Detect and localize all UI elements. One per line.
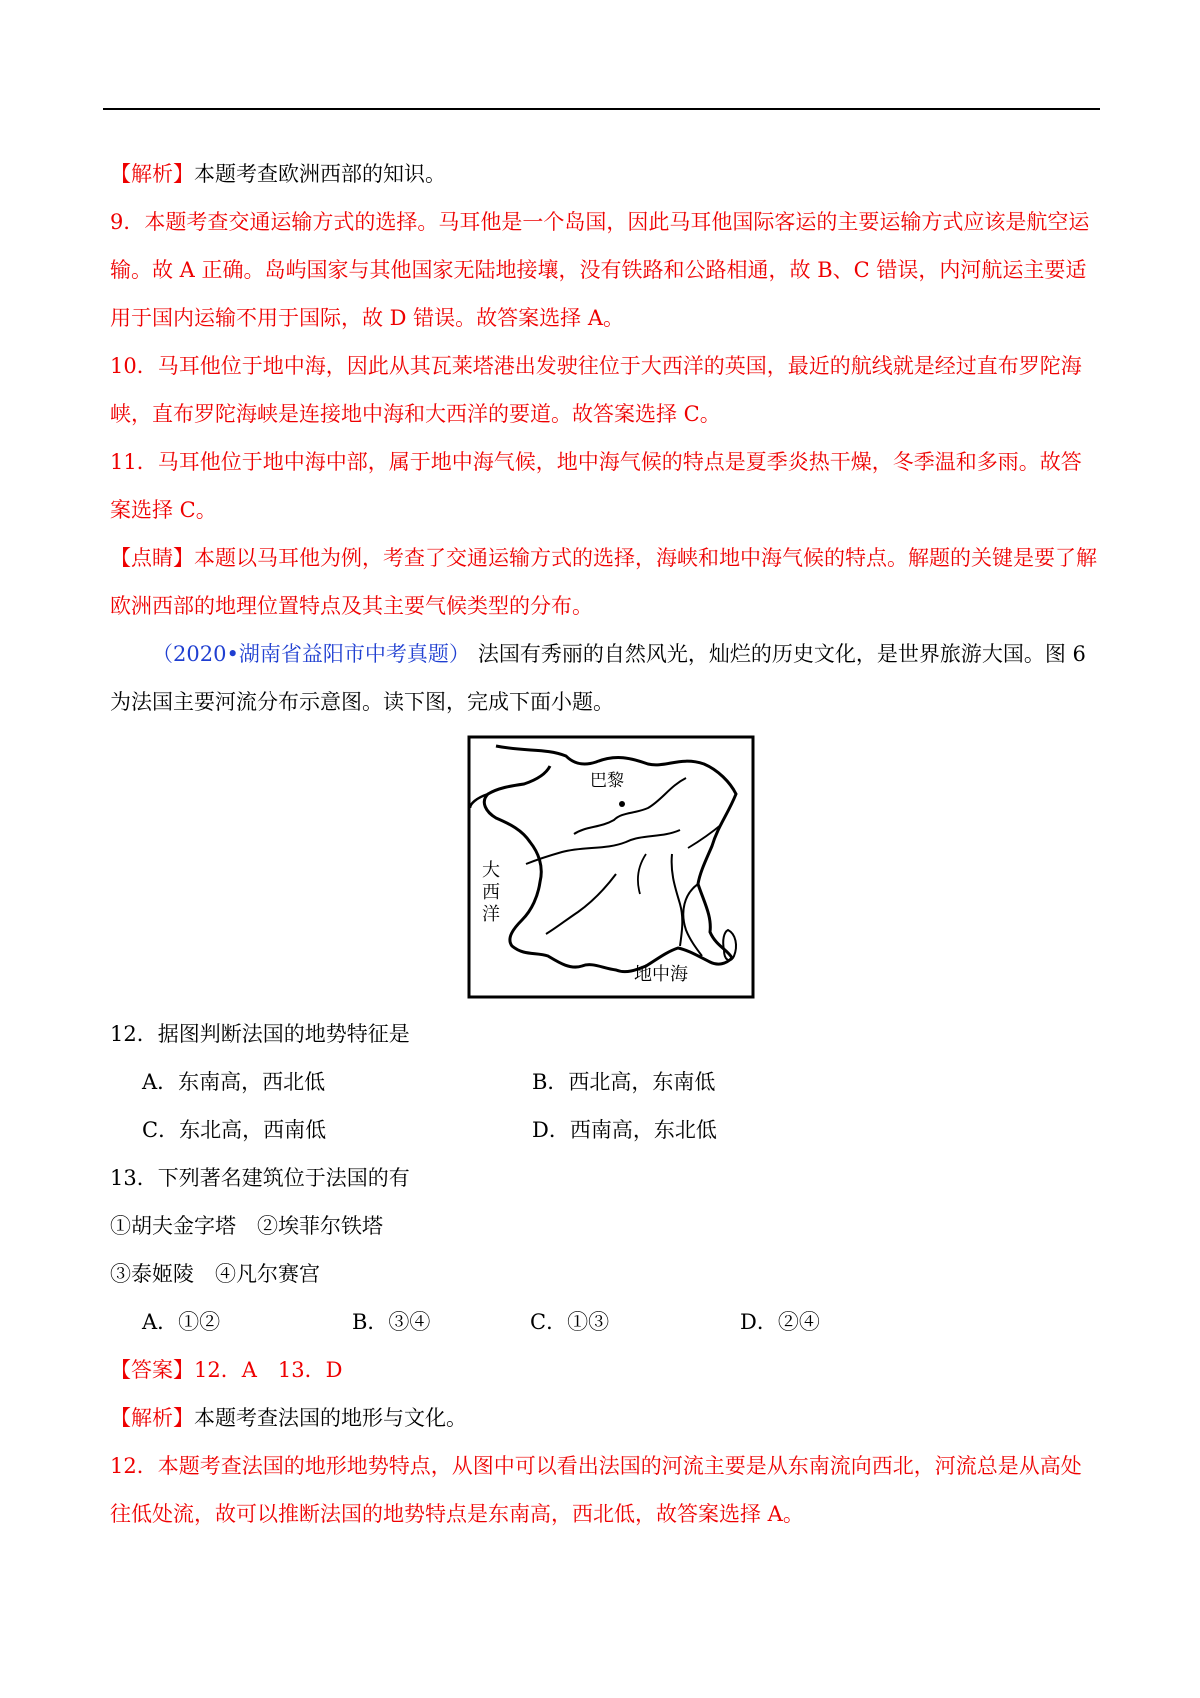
question-intro-text: 法国有秀丽的自然风光，灿烂的历史文化，是世界旅游大国。图 6 为法国主要河流分布示意图。读下图，完成下面小题。	[110, 642, 1086, 714]
france-map-svg	[466, 734, 756, 1000]
analysis-tag: 【解析】	[110, 162, 194, 186]
header-rule	[103, 108, 1100, 110]
q13-option-c: C．①③	[530, 1310, 610, 1334]
q12-options-row-2	[110, 1106, 1100, 1154]
explanation-11: 11．马耳他位于地中海中部，属于地中海气候，地中海气候的特点是夏季炎热干燥，冬季温和多雨。故答案选择 C。	[110, 450, 1082, 522]
q13-items-1: ①胡夫金字塔 ②埃菲尔铁塔	[110, 1214, 383, 1238]
paris-marker	[619, 801, 625, 807]
analysis-2-text: 本题考查法国的地形与文化。	[194, 1406, 467, 1430]
answer-line	[110, 1346, 1100, 1394]
q12-options-row-1	[110, 1058, 1100, 1106]
figure-6	[110, 734, 1100, 1006]
key-point	[110, 534, 1100, 630]
q12-option-b: B．西北高，东南低	[532, 1070, 716, 1094]
q12-stem: 12．据图判断法国的地势特征是	[110, 1022, 410, 1046]
label-atlantic-2: 西	[482, 882, 500, 903]
analysis-intro	[110, 150, 1100, 198]
france-river-map	[466, 734, 756, 1000]
analysis-intro-text: 本题考查欧洲西部的知识。	[194, 162, 446, 186]
answer-text: 12．A 13．D	[194, 1358, 343, 1382]
explanation-12: 12．本题考查法国的地形地势特点，从图中可以看出法国的河流主要是从东南流向西北，河流总是从高处往低处流，故可以推断法国的地势特点是东南高，西北低，故答案选择 A。	[110, 1454, 1082, 1526]
q12-option-d: D．西南高，东北低	[532, 1118, 717, 1142]
q13-options-row	[110, 1298, 1100, 1346]
label-atlantic-1: 大	[482, 860, 500, 881]
key-point-tag: 【点睛】	[110, 546, 194, 570]
document-body	[110, 150, 1100, 1538]
q12-option-a: A．东南高，西北低	[142, 1070, 326, 1094]
q13-items-2: ③泰姬陵 ④凡尔赛宫	[110, 1262, 320, 1286]
q13-option-b: B．③④	[352, 1310, 431, 1334]
analysis-2	[110, 1394, 1100, 1442]
q13-option-d: D．②④	[740, 1310, 820, 1334]
label-mediterranean: 地中海	[634, 964, 688, 985]
explanation-10: 10．马耳他位于地中海，因此从其瓦莱塔港出发驶往位于大西洋的英国，最近的航线就是经过直布罗陀海峡，直布罗陀海峡是连接地中海和大西洋的要道。故答案选择 C。	[110, 354, 1082, 426]
question-source: （2020•湖南省益阳市中考真题）	[152, 642, 470, 666]
answer-tag: 【答案】	[110, 1358, 194, 1382]
key-point-text: 本题以马耳他为例，考查了交通运输方式的选择，海峡和地中海气候的特点。解题的关键是要了解欧洲西部的地理位置特点及其主要气候类型的分布。	[110, 546, 1097, 618]
q13-option-a: A．①②	[142, 1310, 221, 1334]
explanation-9: 9．本题考查交通运输方式的选择。马耳他是一个岛国，因此马耳他国际客运的主要运输方式应该是航空运输。故 A 正确。岛屿国家与其他国家无陆地接壤，没有铁路和公路相通，故 B、C 错误，内河航运主要适用于国内运输不用于国际，故 D 错误。故答案选择 A。	[110, 210, 1090, 330]
analysis-2-tag: 【解析】	[110, 1406, 194, 1430]
q12-option-c: C．东北高，西南低	[142, 1118, 327, 1142]
label-atlantic-3: 洋	[482, 904, 500, 925]
q13-stem: 13．下列著名建筑位于法国的有	[110, 1166, 410, 1190]
label-paris: 巴黎	[590, 771, 624, 791]
question-intro	[110, 630, 1100, 726]
